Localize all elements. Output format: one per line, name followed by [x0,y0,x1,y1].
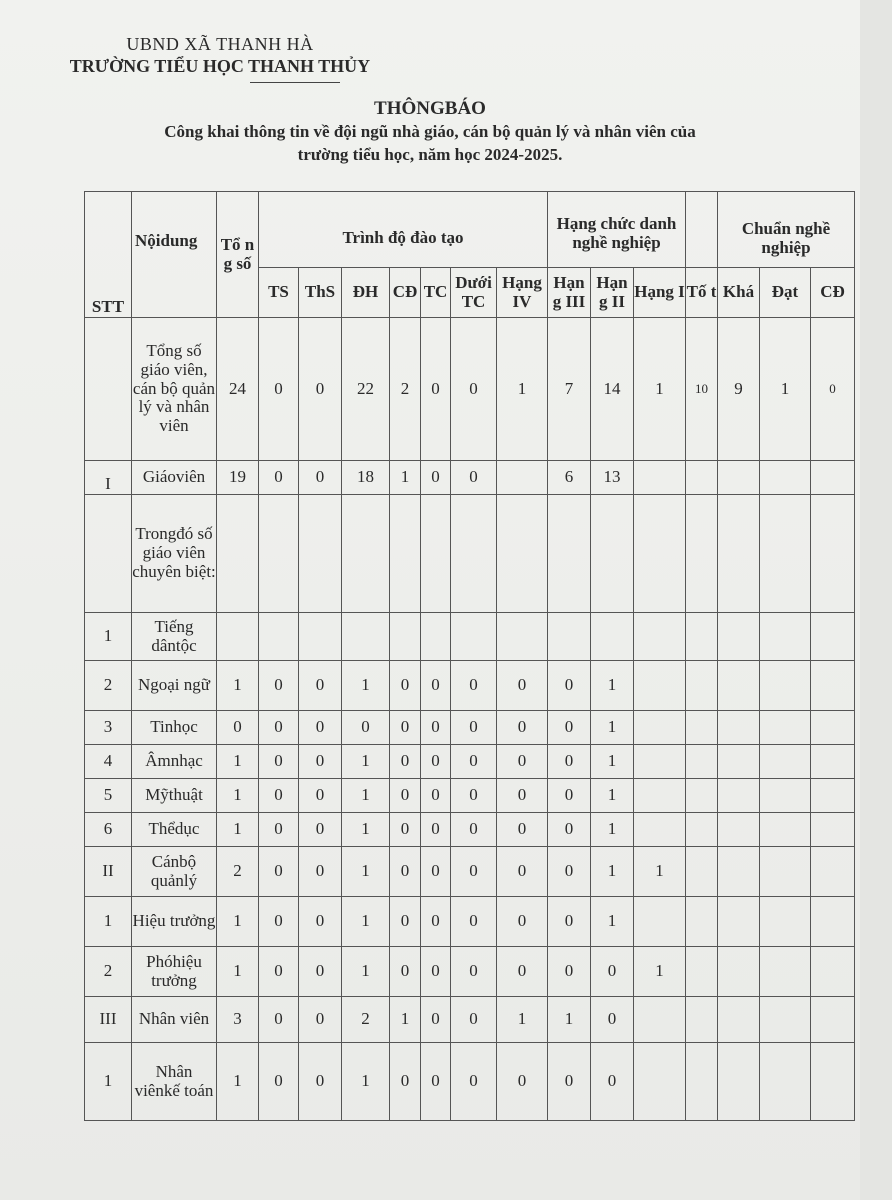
table-row [85,745,855,779]
cell-h4 [497,495,548,613]
cell-h3: 0 [548,813,591,847]
cell-dh: 1 [342,745,390,779]
cell-tc: 0 [421,745,451,779]
cell-duoi: 0 [451,779,497,813]
cell-cd [390,495,421,613]
cell-cdn [811,613,855,661]
cell-tc: 0 [421,897,451,947]
cell-h4: 0 [497,745,548,779]
header-hang-iii: Hạn g III [548,268,591,318]
cell-kha [718,779,760,813]
cell-content: Cánbộ quảnlý [132,847,217,897]
cell-tc: 0 [421,847,451,897]
cell-content: Âmnhạc [132,745,217,779]
cell-cd: 0 [390,813,421,847]
cell-tc: 0 [421,661,451,711]
header-tc: TC [421,268,451,318]
cell-kha [718,461,760,495]
cell-tc: 0 [421,1043,451,1121]
cell-content: Mỹthuật [132,779,217,813]
cell-dat [760,495,811,613]
header-duoi-tc: Dưới TC [451,268,497,318]
header-dat: Đạt [760,268,811,318]
cell-ts: 0 [259,813,299,847]
cell-h4: 0 [497,661,548,711]
cell-h4: 0 [497,897,548,947]
cell-total: 1 [217,1043,259,1121]
cell-stt: 1 [85,613,132,661]
cell-content: Ngoại ngữ [132,661,217,711]
cell-h4: 1 [497,997,548,1043]
cell-stt: 3 [85,711,132,745]
cell-duoi: 0 [451,947,497,997]
cell-cdn [811,1043,855,1121]
cell-h2: 13 [591,461,634,495]
table-row [85,495,855,613]
cell-ths: 0 [299,779,342,813]
cell-cd: 0 [390,661,421,711]
cell-kha [718,613,760,661]
cell-h4 [497,613,548,661]
cell-ths: 0 [299,897,342,947]
cell-total [217,613,259,661]
cell-duoi: 0 [451,897,497,947]
cell-cdn [811,711,855,745]
cell-tot [686,813,718,847]
header-hang-iv: Hạng IV [497,268,548,318]
cell-h3: 0 [548,711,591,745]
table-row [85,461,855,495]
cell-ths [299,495,342,613]
cell-tot [686,661,718,711]
header-cd-standard: CĐ [811,268,855,318]
cell-h1 [634,613,686,661]
cell-h4 [497,461,548,495]
table-row [85,847,855,897]
cell-dat [760,461,811,495]
cell-h3: 0 [548,1043,591,1121]
table-row [85,997,855,1043]
cell-h4: 0 [497,779,548,813]
cell-total: 2 [217,847,259,897]
cell-h1: 1 [634,847,686,897]
cell-h1: 1 [634,947,686,997]
cell-h2: 1 [591,711,634,745]
cell-cd: 0 [390,711,421,745]
cell-dh [342,495,390,613]
cell-h2 [591,613,634,661]
table-row [85,318,855,461]
cell-content: Phóhiệu trưởng [132,947,217,997]
cell-tot [686,997,718,1043]
cell-stt: 6 [85,813,132,847]
cell-total: 1 [217,897,259,947]
cell-h3: 1 [548,997,591,1043]
cell-dat: 1 [760,318,811,461]
cell-dh: 0 [342,711,390,745]
staff-table [84,191,855,1121]
cell-h3: 0 [548,745,591,779]
cell-stt: 5 [85,779,132,813]
header-tot: Tố t [686,268,718,318]
cell-h1 [634,997,686,1043]
header-dh: ĐH [342,268,390,318]
cell-ts: 0 [259,1043,299,1121]
cell-ths: 0 [299,318,342,461]
cell-dat [760,745,811,779]
cell-h2: 0 [591,1043,634,1121]
cell-ts: 0 [259,745,299,779]
header-content: Nộidung [132,192,217,318]
cell-stt: II [85,847,132,897]
cell-cd: 0 [390,1043,421,1121]
cell-cdn [811,495,855,613]
cell-h2: 1 [591,661,634,711]
cell-ts: 0 [259,318,299,461]
cell-cdn [811,745,855,779]
cell-ts: 0 [259,461,299,495]
cell-stt [85,495,132,613]
cell-dh: 1 [342,779,390,813]
cell-h2: 0 [591,947,634,997]
header-row-1 [85,192,855,268]
cell-h4: 1 [497,318,548,461]
cell-cd: 0 [390,847,421,897]
cell-ths: 0 [299,745,342,779]
cell-content: Tổng số giáo viên, cán bộ quản lý và nhân viên [132,318,217,461]
table-row [85,947,855,997]
org-parent-name: UBND XÃ THANH HÀ [126,34,314,54]
cell-kha [718,813,760,847]
cell-tc: 0 [421,813,451,847]
cell-tc: 0 [421,997,451,1043]
cell-dh: 1 [342,813,390,847]
cell-ts: 0 [259,661,299,711]
cell-cdn [811,847,855,897]
cell-h2: 1 [591,847,634,897]
cell-h4: 0 [497,847,548,897]
cell-tc [421,495,451,613]
cell-ths [299,613,342,661]
cell-duoi: 0 [451,745,497,779]
cell-h4: 0 [497,711,548,745]
cell-h1: 1 [634,318,686,461]
table-row [85,1043,855,1121]
cell-content: Tinhọc [132,711,217,745]
cell-tot [686,495,718,613]
cell-h1 [634,779,686,813]
cell-duoi [451,613,497,661]
cell-h3: 7 [548,318,591,461]
cell-tot [686,745,718,779]
cell-h1 [634,495,686,613]
cell-kha [718,745,760,779]
cell-stt: 1 [85,897,132,947]
cell-kha [718,1043,760,1121]
table-row [85,897,855,947]
cell-ts: 0 [259,711,299,745]
cell-tot [686,711,718,745]
cell-cd: 2 [390,318,421,461]
cell-dat [760,947,811,997]
cell-duoi: 0 [451,813,497,847]
cell-tot [686,847,718,897]
cell-duoi: 0 [451,661,497,711]
cell-cdn [811,997,855,1043]
cell-cdn [811,461,855,495]
header-underline [250,82,340,83]
cell-ths: 0 [299,947,342,997]
cell-duoi: 0 [451,461,497,495]
cell-tot [686,1043,718,1121]
cell-cd: 1 [390,997,421,1043]
cell-h2: 1 [591,779,634,813]
cell-duoi: 0 [451,318,497,461]
cell-tc [421,613,451,661]
cell-tot [686,461,718,495]
cell-h3: 6 [548,461,591,495]
header-hang-i: Hạng I [634,268,686,318]
cell-cdn [811,813,855,847]
header-blank-cell [686,192,718,268]
cell-total [217,495,259,613]
header-rank-group: Hạng chức danh nghề nghiệp [548,192,686,268]
cell-stt [85,318,132,461]
cell-cdn [811,661,855,711]
table-row [85,613,855,661]
cell-dat [760,847,811,897]
cell-tc: 0 [421,779,451,813]
cell-kha [718,997,760,1043]
notice-subtitle-line2: trường tiểu học, năm học 2024-2025. [297,145,563,164]
cell-ths: 0 [299,661,342,711]
cell-cdn [811,779,855,813]
cell-h1 [634,661,686,711]
staff-table-body [85,192,855,1121]
header-cd: CĐ [390,268,421,318]
cell-dh: 2 [342,997,390,1043]
cell-duoi: 0 [451,1043,497,1121]
cell-dat [760,613,811,661]
cell-total: 1 [217,813,259,847]
cell-total: 1 [217,661,259,711]
cell-total: 0 [217,711,259,745]
cell-ts: 0 [259,947,299,997]
cell-total: 3 [217,997,259,1043]
cell-total: 1 [217,947,259,997]
cell-kha [718,947,760,997]
cell-dat [760,997,811,1043]
cell-h1 [634,745,686,779]
cell-h2: 0 [591,997,634,1043]
header-ts: TS [259,268,299,318]
cell-h1 [634,813,686,847]
cell-duoi: 0 [451,847,497,897]
cell-content: Hiệu trưởng [132,897,217,947]
cell-tot: 10 [686,318,718,461]
cell-kha [718,495,760,613]
cell-tot [686,947,718,997]
header-ths: ThS [299,268,342,318]
cell-tc: 0 [421,461,451,495]
cell-ts: 0 [259,847,299,897]
cell-stt: 4 [85,745,132,779]
cell-dh: 22 [342,318,390,461]
cell-dat [760,1043,811,1121]
cell-h2: 14 [591,318,634,461]
header-total: Tổ n g số [217,192,259,318]
cell-stt: 2 [85,661,132,711]
cell-ths: 0 [299,847,342,897]
cell-total: 1 [217,779,259,813]
cell-h1 [634,897,686,947]
cell-content: Nhân viênkế toán [132,1043,217,1121]
header-standard-group: Chuẩn nghề nghiệp [718,192,855,268]
cell-tc: 0 [421,947,451,997]
cell-kha [718,847,760,897]
school-name: TRƯỜNG TIỂU HỌC THANH THỦY [69,56,371,76]
cell-tc: 0 [421,711,451,745]
header-kha: Khá [718,268,760,318]
cell-ths: 0 [299,813,342,847]
cell-cdn: 0 [811,318,855,461]
cell-h4: 0 [497,1043,548,1121]
cell-kha [718,711,760,745]
cell-content: Giáoviên [132,461,217,495]
cell-duoi: 0 [451,997,497,1043]
cell-tot [686,613,718,661]
cell-h4: 0 [497,813,548,847]
cell-h2: 1 [591,813,634,847]
cell-ths: 0 [299,997,342,1043]
header-training-group: Trình độ đào tạo [259,192,548,268]
cell-dh [342,613,390,661]
cell-tot [686,897,718,947]
cell-total: 19 [217,461,259,495]
cell-dh: 1 [342,947,390,997]
cell-dat [760,661,811,711]
cell-cd: 1 [390,461,421,495]
cell-dh: 1 [342,661,390,711]
cell-content: Tiếng dântộc [132,613,217,661]
cell-cd [390,613,421,661]
cell-h4: 0 [497,947,548,997]
table-row [85,813,855,847]
cell-dat [760,897,811,947]
cell-ths: 0 [299,461,342,495]
cell-h2: 1 [591,745,634,779]
cell-cd: 0 [390,947,421,997]
cell-h1 [634,711,686,745]
cell-cdn [811,947,855,997]
cell-dh: 18 [342,461,390,495]
cell-h3: 0 [548,897,591,947]
cell-cd: 0 [390,779,421,813]
cell-tc: 0 [421,318,451,461]
cell-h3 [548,613,591,661]
cell-h3: 0 [548,947,591,997]
cell-ts [259,613,299,661]
cell-ths: 0 [299,1043,342,1121]
cell-h1 [634,461,686,495]
cell-stt: III [85,997,132,1043]
cell-duoi: 0 [451,711,497,745]
cell-h2 [591,495,634,613]
notice-title: THÔNGBÁO [374,98,486,119]
cell-h2: 1 [591,897,634,947]
cell-dat [760,779,811,813]
cell-content: Nhân viên [132,997,217,1043]
cell-kha [718,897,760,947]
cell-tot [686,779,718,813]
cell-dh: 1 [342,847,390,897]
cell-cd: 0 [390,897,421,947]
cell-stt: 1 [85,1043,132,1121]
cell-ts: 0 [259,997,299,1043]
notice-subtitle-line1: Công khai thông tin về đội ngũ nhà giáo, cán bộ quản lý và nhân viên của [164,122,696,141]
cell-h3: 0 [548,661,591,711]
header-hang-ii: Hạn g II [591,268,634,318]
cell-ts: 0 [259,897,299,947]
cell-cd: 0 [390,745,421,779]
table-row [85,661,855,711]
cell-kha: 9 [718,318,760,461]
cell-dat [760,813,811,847]
cell-duoi [451,495,497,613]
cell-ts: 0 [259,779,299,813]
cell-h3: 0 [548,779,591,813]
header-stt: STT [85,192,132,318]
cell-dh: 1 [342,897,390,947]
cell-content: Thểdục [132,813,217,847]
cell-stt: 2 [85,947,132,997]
cell-h3 [548,495,591,613]
cell-total: 1 [217,745,259,779]
cell-dat [760,711,811,745]
table-row [85,779,855,813]
cell-ths: 0 [299,711,342,745]
cell-content: Trongđó số giáo viên chuyên biệt: [132,495,217,613]
cell-h3: 0 [548,847,591,897]
cell-total: 24 [217,318,259,461]
cell-dh: 1 [342,1043,390,1121]
cell-h1 [634,1043,686,1121]
cell-ts [259,495,299,613]
cell-kha [718,661,760,711]
cell-stt: I [85,461,132,495]
cell-cdn [811,897,855,947]
table-row [85,711,855,745]
